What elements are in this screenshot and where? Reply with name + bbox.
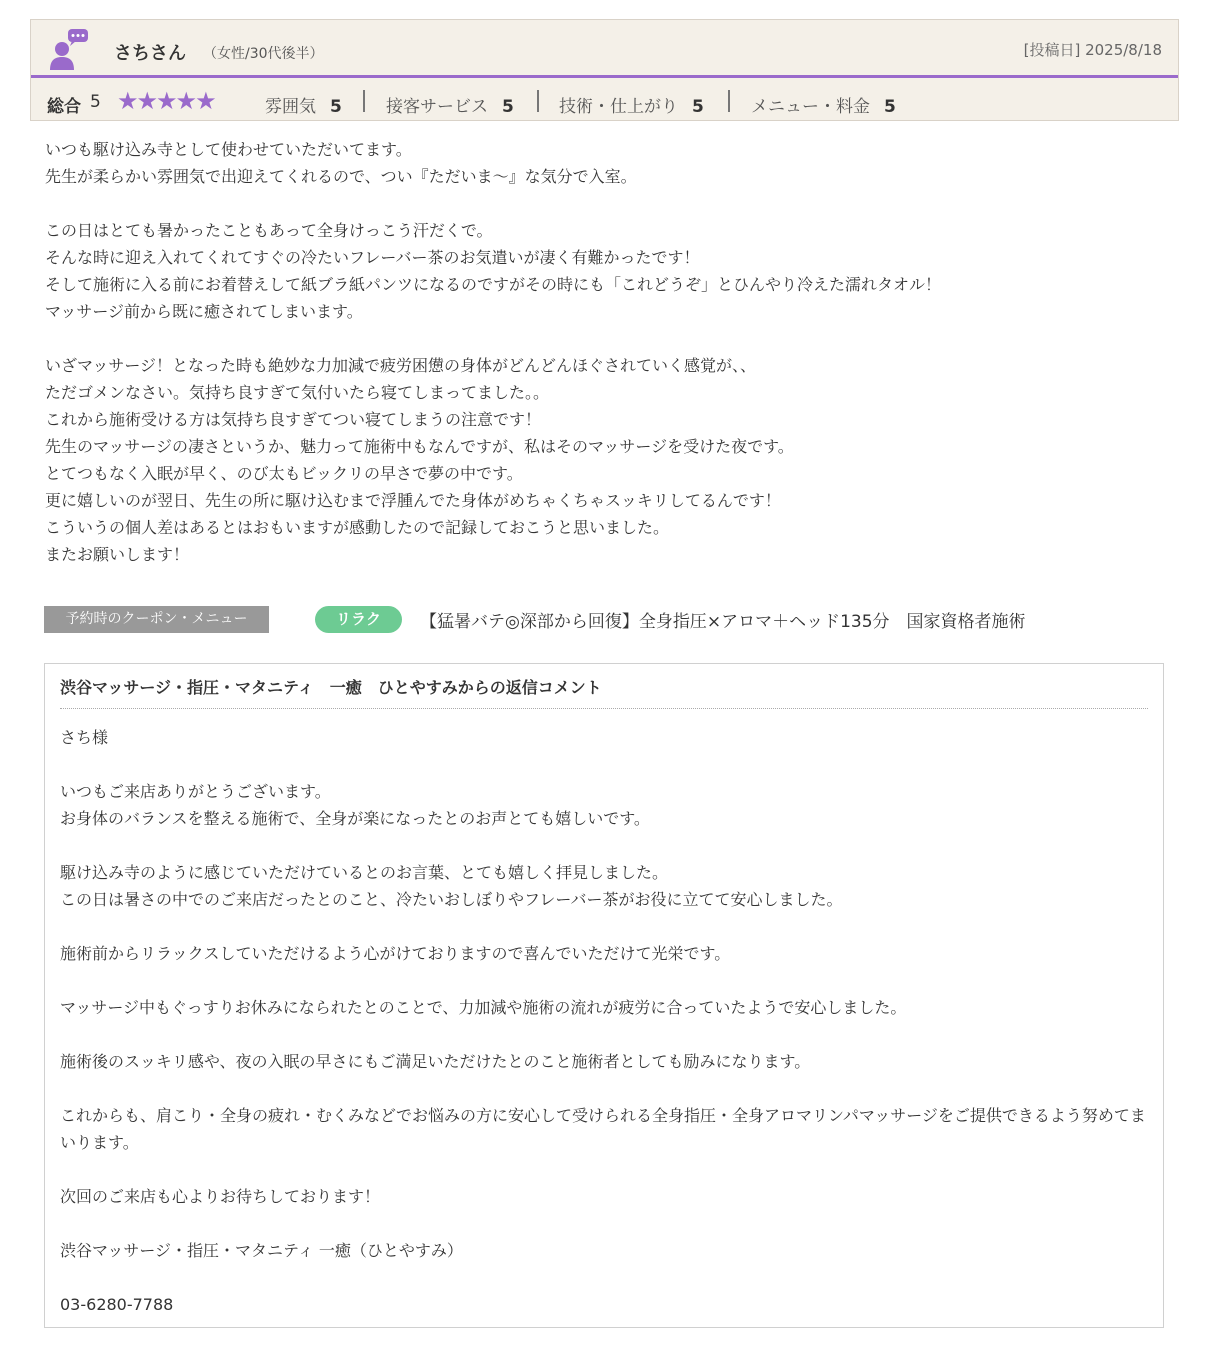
overall-rating-label: 総合 [47,97,81,117]
rating-divider [363,90,365,112]
rating-divider [728,90,730,112]
coupon-menu-link[interactable]: 【猛暑バテ◎深部から回復】全身指圧×アロマ＋ヘッド135分 国家資格者施術 [420,612,1026,632]
review-text: いつも駆け込み寺として使わせていただいてます。 先生が柔らかい雰囲気で出迎えてくれるので、つい『ただいま〜』な気分で入室。 この日はとても暑かったこともあって全身けっこう汗だくで。 そんな時に迎え入れてくれてすぐの冷たいフレーバー茶のお気遣いが凄く有難かったです！ そして施術に入る前にお着替えして紙ブラ紙パンツになるのですがその時にも「これどうぞ」とひんやり冷えた濡れタオル！ マッサージ前から既に癒されてしまいます。 いざマッサージ！となった時も絶妙な力加減で疲労困憊の身体がどんどんほぐされていく感覚が、、 ただゴメンなさい。気持ち良すぎて気付いたら寝てしまってました。。 これから施術受ける方は気持ち良すぎてつい寝てしまうの注意です！ 先生のマッサージの凄さというか、魅力って施術中もなんですが、私はそのマッサージを受けた夜です。 とてつもなく入眠が早く、のび太もビックリの早さで夢の中です。 更に嬉しいのが翌日、先生の所に駆け込むまで浮腫んでた身体がめちゃくちゃスッキリしてるんです！ こういうの個人差はあるとはおもいますが感動したので記録しておこうと思いました。 またお願いします！ [45,140,942,564]
rating-service [386,92,514,117]
reviewer-bar [31,20,1178,78]
post-date: [投稿日] 2025/8/18 [1023,41,1162,59]
rating-atmosphere [265,92,342,117]
rating-atmosphere-score: 5 [330,97,342,117]
review-header [30,19,1179,121]
rating-service-score: 5 [502,97,514,117]
rating-technique-label: 技術・仕上がり [559,97,678,117]
rating-service-label: 接客サービス [386,97,488,117]
rating-technique-score: 5 [692,97,704,117]
star-rating-icon: ★★★★★ [117,87,215,115]
reply-title: 渋谷マッサージ・指圧・マタニティ 一癒 ひとやすみからの返信コメント [60,675,1148,709]
coupon-section-label: 予約時のクーポン・メニュー [44,606,269,633]
reviewer-name: さちさん [114,43,186,64]
rating-menu-price [751,92,896,117]
category-badge: リラク [315,606,402,633]
rating-technique [559,92,704,117]
overall-rating-score: 5 [90,92,101,112]
user-chat-icon [47,29,89,71]
reviewer-demographics: （女性/30代後半） [203,46,324,62]
salon-reply [44,663,1164,1328]
rating-atmosphere-label: 雰囲気 [265,97,316,117]
rating-menu-price-score: 5 [884,97,896,117]
rating-menu-price-label: メニュー・料金 [751,97,870,117]
rating-row [31,81,1178,121]
reply-text: さち様 いつもご来店ありがとうございます。 お身体のバランスを整える施術で、全身が楽になったとのお声とても嬉しいです。 駆け込み寺のように感じていただけているとのお言葉、とても嬉しく拝見しました。 この日は暑さの中でのご来店だったとのこと、冷たいおしぼりやフレーバー茶がお役に立てて安心しました。 施術前からリラックスしていただけるよう心がけておりますので喜んでいただけて光栄です。 マッサージ中もぐっすりお休みになられたとのことで、力加減や施術の流れが疲労に合っていたようで安心しました。 施術後のスッキリ感や、夜の入眠の早さにもご満足いただけたとのこと施術者としても励みになります。 これからも、肩こり・全身の疲れ・むくみなどでお悩みの方に安心して受けられる全身指圧・全身アロマリンパマッサージをご提供できるよう努めてまいります。 次回のご来店も心よりお待ちしております！ 渋谷マッサージ・指圧・マタニティ 一癒（ひとやすみ） 03-6280-7788 [60,728,1146,1314]
rating-divider [537,90,539,112]
